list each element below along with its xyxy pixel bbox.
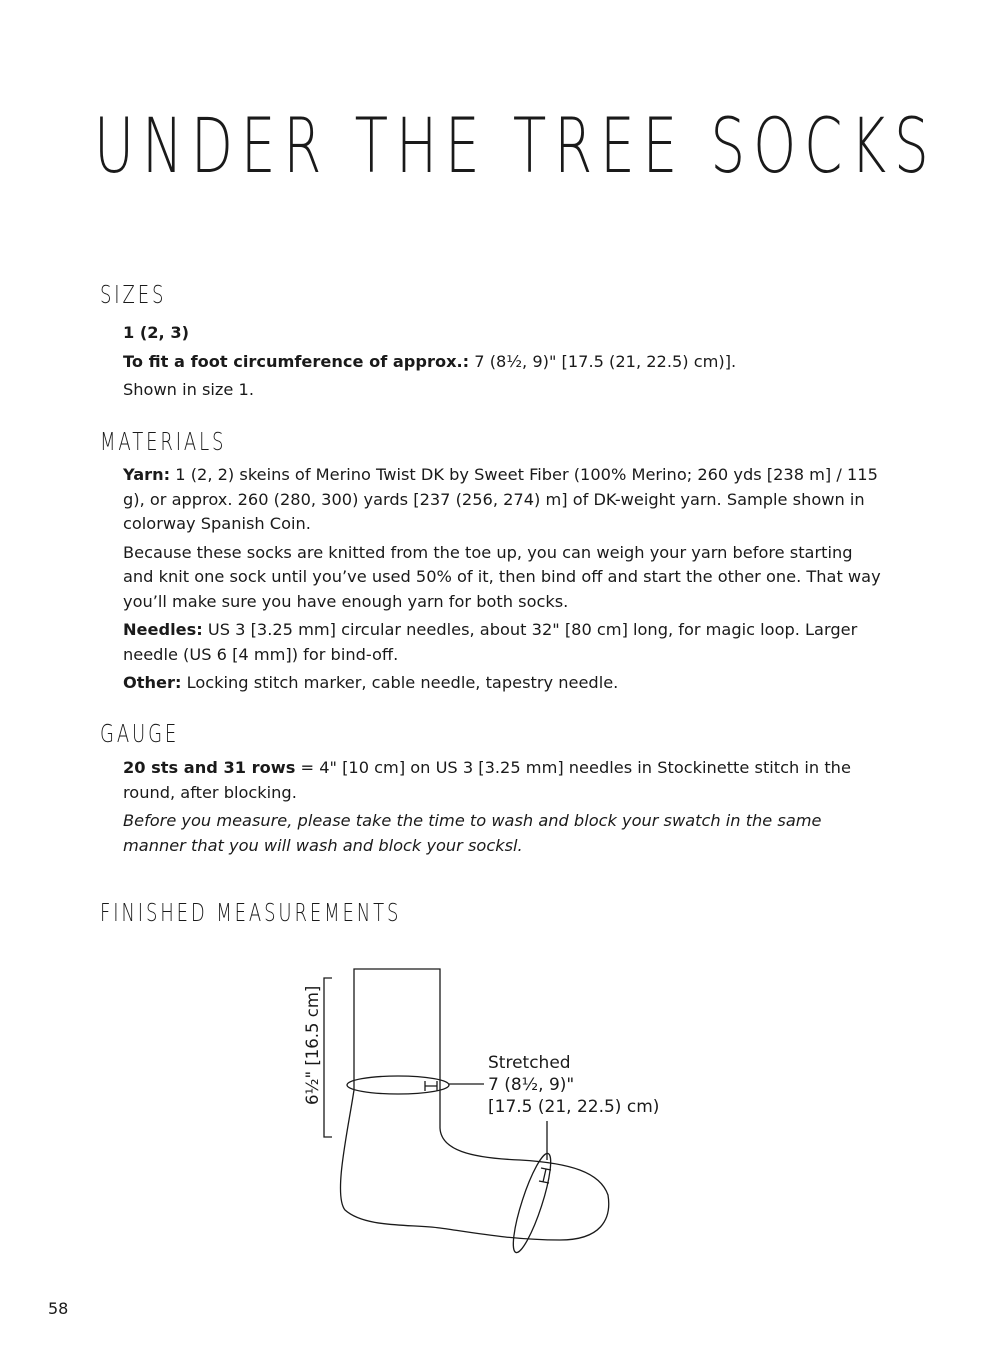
page-title: UNDER THE TREE SOCKS [94, 101, 937, 190]
materials-heading: MATERIALS [100, 427, 227, 456]
gauge-text: = 4" [10 cm] on US 3 [3.25 mm] needles in Stockinette stitch in the round, after blocking. [123, 758, 851, 802]
toe-up-note: Because these socks are knitted from the toe up, you can weigh your yarn before starting and knit one sock until you’ve used 50% of it, then bind off and start the other one. That way you’ll make sure you have enough yarn for both socks. [123, 542, 881, 611]
needles-label: Needles: [123, 620, 203, 639]
leg-tick [425, 1081, 437, 1091]
leg-circumference-ellipse [347, 1076, 449, 1094]
fit-label: To fit a foot circumference of approx.: [123, 351, 470, 371]
shown-size: Shown in size 1. [123, 380, 254, 399]
sizes-heading: SIZES [100, 280, 167, 309]
stretched-label-3: [17.5 (21, 22.5) cm) [488, 1097, 660, 1117]
needles-text: US 3 [3.25 mm] circular needles, about 32" [80 cm] long, for magic loop. Larger needle (US 6 [4 mm]) for bind-off. [123, 620, 858, 664]
gauge-note: Before you measure, please take the time to wash and block your swatch in the same manner that you will wash and block your socksl. [123, 811, 822, 855]
leg-length-bracket [324, 978, 332, 1137]
other-label: Other: [123, 673, 182, 692]
stretched-label-1: Stretched [488, 1053, 571, 1073]
yarn-label: Yarn: [123, 465, 171, 484]
fit-value: 7 (8½, 9)" [17.5 (21, 22.5) cm)]. [469, 351, 737, 371]
gauge-heading: GAUGE [100, 719, 180, 748]
size-list: 1 (2, 3) [123, 323, 190, 342]
other-text: Locking stitch marker, cable needle, tapestry needle. [181, 673, 619, 692]
yarn-text: 1 (2, 2) skeins of Merino Twist DK by Sweet Fiber (100% Merino; 260 yds [238 m] / 115 g), or approx. 260 (280, 300) yards [237 (256, 274) m] of DK-weight yarn. Sample shown in colorway Spanish Coin. [123, 465, 878, 533]
stretched-label-2: 7 (8½, 9)" [488, 1075, 575, 1095]
leg-length-label: 6½" [16.5 cm] [303, 985, 322, 1105]
finished-heading: FINISHED MEASUREMENTS [100, 898, 402, 927]
gauge-label: 20 sts and 31 rows [123, 758, 296, 777]
page-number: 58 [48, 1299, 69, 1318]
